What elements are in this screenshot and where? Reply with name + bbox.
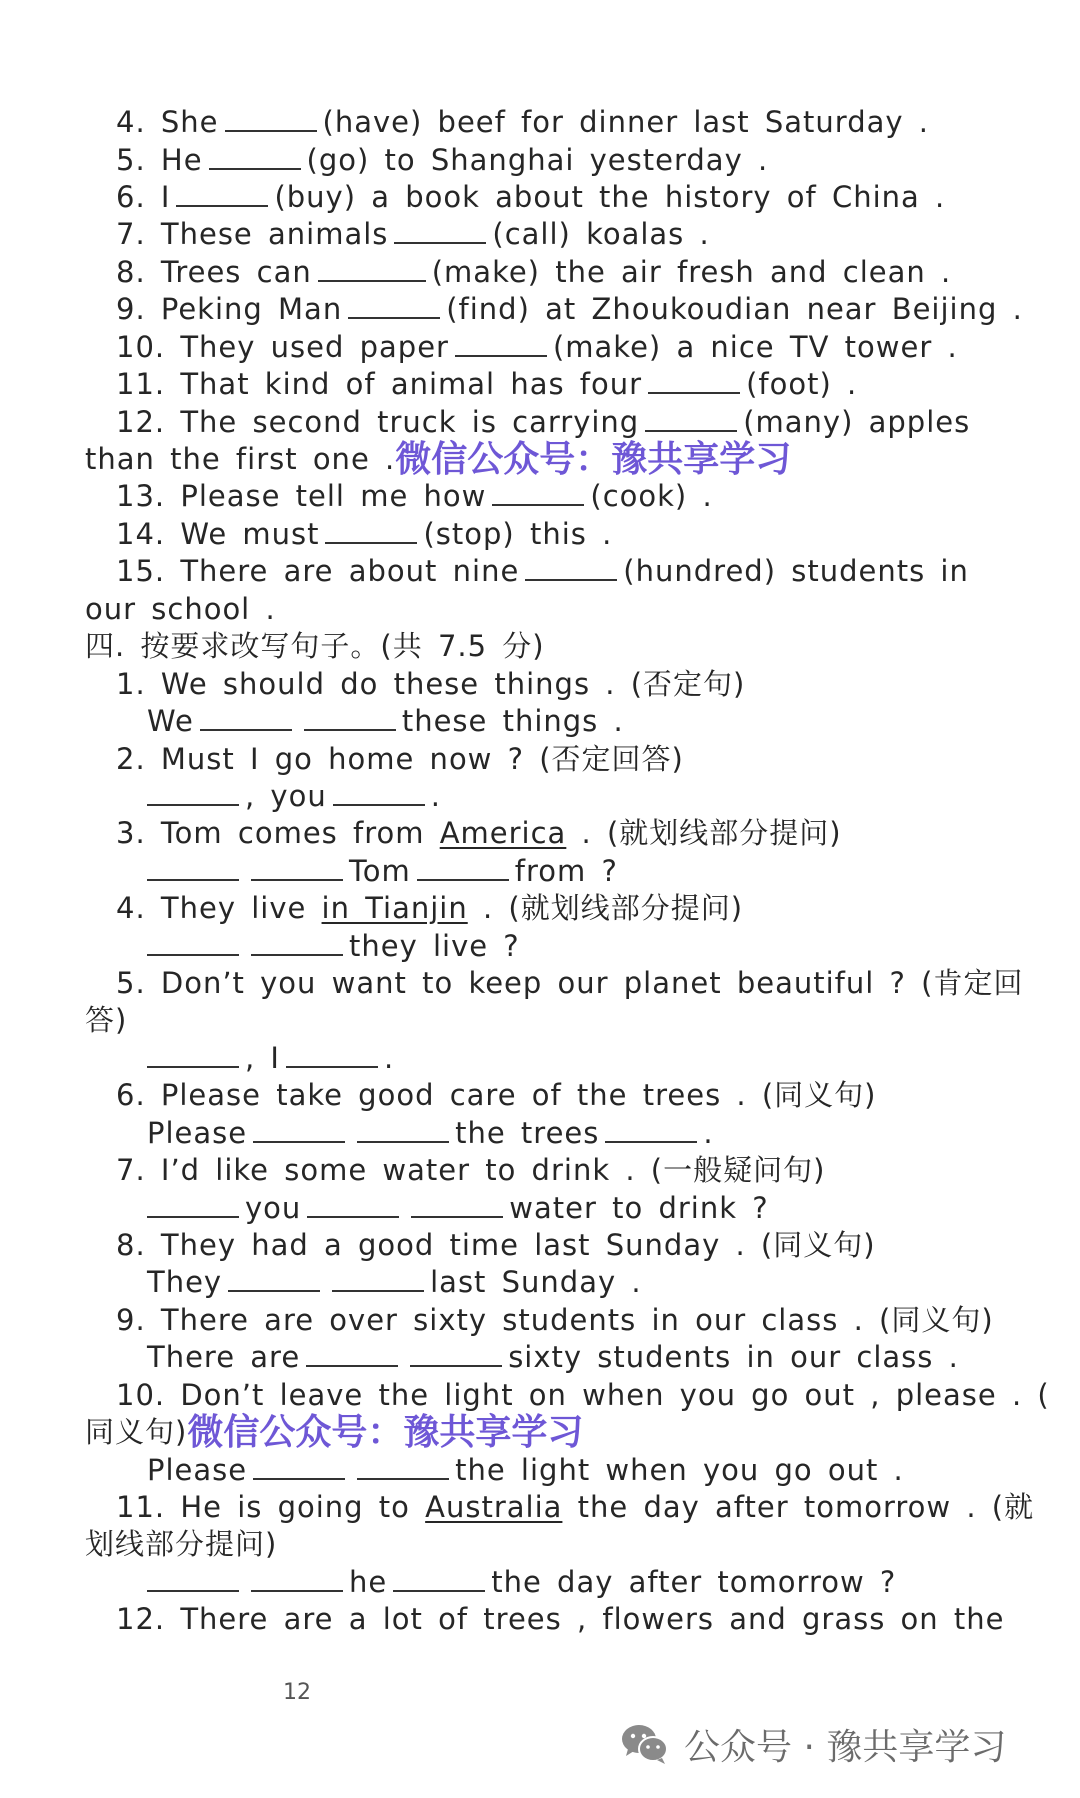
answer-blank <box>251 1564 343 1592</box>
answer-blank <box>176 179 268 207</box>
answer-blank <box>393 1564 485 1592</box>
answer-blank <box>332 1264 424 1292</box>
rewrite-10-cont: 同义句)微信公众号：豫共享学习 <box>85 1412 584 1453</box>
rewrite-3-answer: Tom from ? <box>147 853 618 890</box>
footer-account <box>620 1722 1006 1766</box>
answer-blank <box>209 142 301 170</box>
answer-blank <box>251 928 343 956</box>
answer-blank <box>200 703 292 731</box>
answer-blank <box>147 928 239 956</box>
exercise-13: 13. Please tell me how (cook) . <box>116 479 713 513</box>
rewrite-1-answer: We these things . <box>147 704 624 738</box>
answer-blank <box>304 703 396 731</box>
exercise-6: 6. I (buy) a book about the history of China . <box>116 180 946 214</box>
answer-blank <box>253 1452 345 1480</box>
answer-blank <box>417 853 509 881</box>
rewrite-9: 9. There are over sixty students in our class . (同义句) <box>116 1303 994 1337</box>
answer-blank <box>306 1339 398 1367</box>
exercise-12: 12. The second truck is carrying (many) apples <box>116 405 971 439</box>
rewrite-5-answer: , I . <box>147 1040 394 1077</box>
wechat-icon <box>620 1722 670 1766</box>
answer-blank <box>286 1040 378 1068</box>
rewrite-6-answer: Please the trees . <box>147 1116 714 1150</box>
answer-blank <box>147 1040 239 1068</box>
watermark: 微信公众号：豫共享学习 <box>187 1412 584 1453</box>
rewrite-4-answer: they live ? <box>147 928 520 965</box>
rewrite-10: 10. Don’t leave the light on when you go out , please . ( <box>116 1378 1050 1412</box>
answer-blank <box>318 254 426 282</box>
answer-blank <box>147 778 239 806</box>
answer-blank <box>645 404 737 432</box>
rewrite-9-answer: There are sixty students in our class . <box>147 1340 959 1374</box>
rewrite-3: 3. Tom comes from America . (就划线部分提问) <box>116 816 842 850</box>
rewrite-11: 11. He is going to Australia the day after tomorrow . (就 <box>116 1490 1035 1524</box>
exercise-14: 14. We must (stop) this . <box>116 517 613 551</box>
rewrite-11-answer: he the day after tomorrow ? <box>147 1564 896 1601</box>
answer-blank <box>251 853 343 881</box>
page-number: 12 <box>283 1680 311 1705</box>
rewrite-5-cont: 答) <box>85 1003 128 1037</box>
rewrite-6: 6. Please take good care of the trees . (同义句) <box>116 1078 877 1112</box>
exercise-7: 7. These animals (call) koalas . <box>116 217 710 251</box>
answer-blank <box>357 1452 449 1480</box>
answer-blank <box>492 478 584 506</box>
rewrite-10-answer: Please the light when you go out . <box>147 1453 904 1487</box>
watermark: 微信公众号：豫共享学习 <box>395 439 792 480</box>
answer-blank <box>348 291 440 319</box>
answer-blank <box>325 516 417 544</box>
rewrite-7-answer: you water to drink ? <box>147 1190 769 1227</box>
exercise-9: 9. Peking Man (find) at Zhoukoudian near Beijing . <box>116 292 1023 326</box>
answer-blank <box>410 1339 502 1367</box>
answer-blank <box>228 1264 320 1292</box>
answer-blank <box>147 1190 239 1218</box>
exercise-5: 5. He (go) to Shanghai yesterday . <box>116 143 769 177</box>
exercise-10: 10. They used paper (make) a nice TV tower . <box>116 330 958 364</box>
exercise-11: 11. That kind of animal has four (foot) . <box>116 367 858 401</box>
rewrite-1: 1. We should do these things . (否定句) <box>116 667 746 701</box>
rewrite-11-cont: 划线部分提问) <box>85 1527 278 1561</box>
answer-blank <box>253 1115 345 1143</box>
answer-blank <box>455 329 547 357</box>
exercise-15-cont: our school . <box>85 592 276 626</box>
answer-blank <box>147 1564 239 1592</box>
rewrite-4: 4. They live in Tianjin . (就划线部分提问) <box>116 891 744 925</box>
rewrite-7: 7. I’d like some water to drink . (一般疑问句) <box>116 1153 826 1187</box>
rewrite-8-answer: They last Sunday . <box>147 1265 642 1299</box>
rewrite-2-answer: , you . <box>147 778 441 815</box>
answer-blank <box>394 216 486 244</box>
answer-blank <box>147 853 239 881</box>
section-heading: 四. 按要求改写句子。(共 7.5 分) <box>85 629 545 663</box>
answer-blank <box>225 104 317 132</box>
answer-blank <box>605 1115 697 1143</box>
footer-text: 公众号 · 豫共享学习 <box>684 1726 1007 1768</box>
exercise-12-cont: than the first one .微信公众号：豫共享学习 <box>85 439 792 480</box>
exercise-15: 15. There are about nine (hundred) students in <box>116 554 969 588</box>
exercise-8: 8. Trees can (make) the air fresh and clean . <box>116 255 952 289</box>
answer-blank <box>357 1115 449 1143</box>
answer-blank <box>411 1190 503 1218</box>
answer-blank <box>648 366 740 394</box>
rewrite-8: 8. They had a good time last Sunday . (同义句) <box>116 1228 876 1262</box>
answer-blank <box>333 778 425 806</box>
answer-blank <box>525 553 617 581</box>
answer-blank <box>307 1190 399 1218</box>
exercise-4: 4. She (have) beef for dinner last Saturday . <box>116 105 929 139</box>
rewrite-12: 12. There are a lot of trees , flowers and grass on the <box>116 1602 1005 1636</box>
rewrite-2: 2. Must I go home now ? (否定回答) <box>116 742 684 776</box>
rewrite-5: 5. Don’t you want to keep our planet beautiful ? (肯定回 <box>116 966 1024 1000</box>
